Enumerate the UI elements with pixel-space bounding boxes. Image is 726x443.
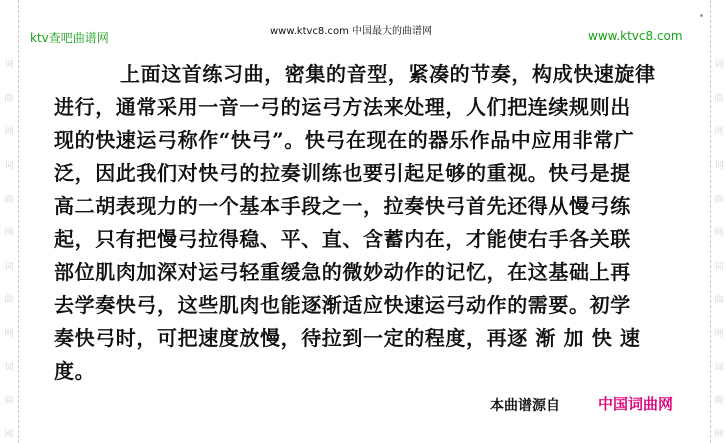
body-line: 度。	[54, 359, 96, 383]
header-right-site-link[interactable]: www.ktvc8.com	[588, 29, 683, 43]
body-line: 现的快速运弓称作“快弓”。快弓在现在的器乐作品中应用非常广	[54, 128, 635, 152]
watermark-char: 曲	[714, 295, 724, 306]
watermark-char: 词	[714, 60, 724, 70]
body-line: 泛，因此我们对快弓的拉奏训练也要引起足够的重视。快弓是提	[54, 161, 631, 185]
left-watermark-column	[2, 60, 16, 440]
watermark-char: 曲	[714, 93, 724, 104]
body-line: 奏快弓时，可把速度放慢，待拉到一定的程度，再逐 渐 加 快 速	[54, 326, 641, 350]
watermark-char: 词	[714, 362, 724, 373]
footer-source-label: 本曲谱源自	[490, 398, 560, 414]
watermark-char: 词	[714, 160, 724, 171]
body-line: 高二胡表现力的一个基本手段之一，拉奏快弓首先还得从慢弓练	[54, 194, 631, 218]
watermark-char: 网	[714, 429, 724, 440]
watermark-char: 曲	[714, 396, 724, 407]
corner-dot	[700, 14, 703, 17]
watermark-char: 曲	[4, 295, 14, 306]
watermark-char: 网	[4, 127, 14, 138]
watermark-char: 词	[4, 60, 14, 70]
header-left-site-link[interactable]: ktv查吧曲谱网	[30, 31, 109, 45]
watermark-char: 网	[714, 127, 724, 138]
right-margin-border	[710, 0, 711, 443]
right-watermark-column	[712, 60, 726, 440]
watermark-char: 曲	[714, 194, 724, 205]
body-line: 部位肌肉加深对运弓轻重缓急的微妙动作的记忆，在这基础上再	[54, 260, 631, 284]
watermark-char: 网	[714, 228, 724, 239]
body-line: 进行，通常采用一音一弓的运弓方法来处理，人们把连续规则出	[54, 95, 631, 119]
body-line: 上面这首练习曲，密集的音型，紧凑的节奏，构成快速旋律	[120, 62, 656, 86]
watermark-char: 网	[714, 329, 724, 339]
body-paragraph	[54, 58, 656, 388]
watermark-char: 网	[4, 429, 14, 440]
footer-site-name[interactable]: 中国词曲网	[598, 395, 674, 413]
body-line: 起，只有把慢弓拉得稳、平、直、含蓄内在，才能使右手各关联	[54, 227, 631, 251]
body-line: 去学奏快弓，这些肌肉也能逐渐适应快速运弓动作的需要。初学	[54, 293, 631, 317]
watermark-char: 词	[4, 160, 14, 171]
watermark-char: 曲	[4, 194, 14, 205]
watermark-char: 词	[4, 362, 14, 373]
watermark-char: 曲	[4, 396, 14, 407]
header-center-site-text[interactable]: www.ktvc8.com 中国最大的曲谱网	[270, 26, 433, 37]
watermark-char: 词	[714, 261, 724, 272]
watermark-char: 网	[4, 329, 14, 339]
watermark-char: 网	[4, 228, 14, 239]
watermark-char: 词	[4, 261, 14, 272]
left-margin-border	[18, 0, 19, 443]
watermark-char: 曲	[4, 93, 14, 104]
